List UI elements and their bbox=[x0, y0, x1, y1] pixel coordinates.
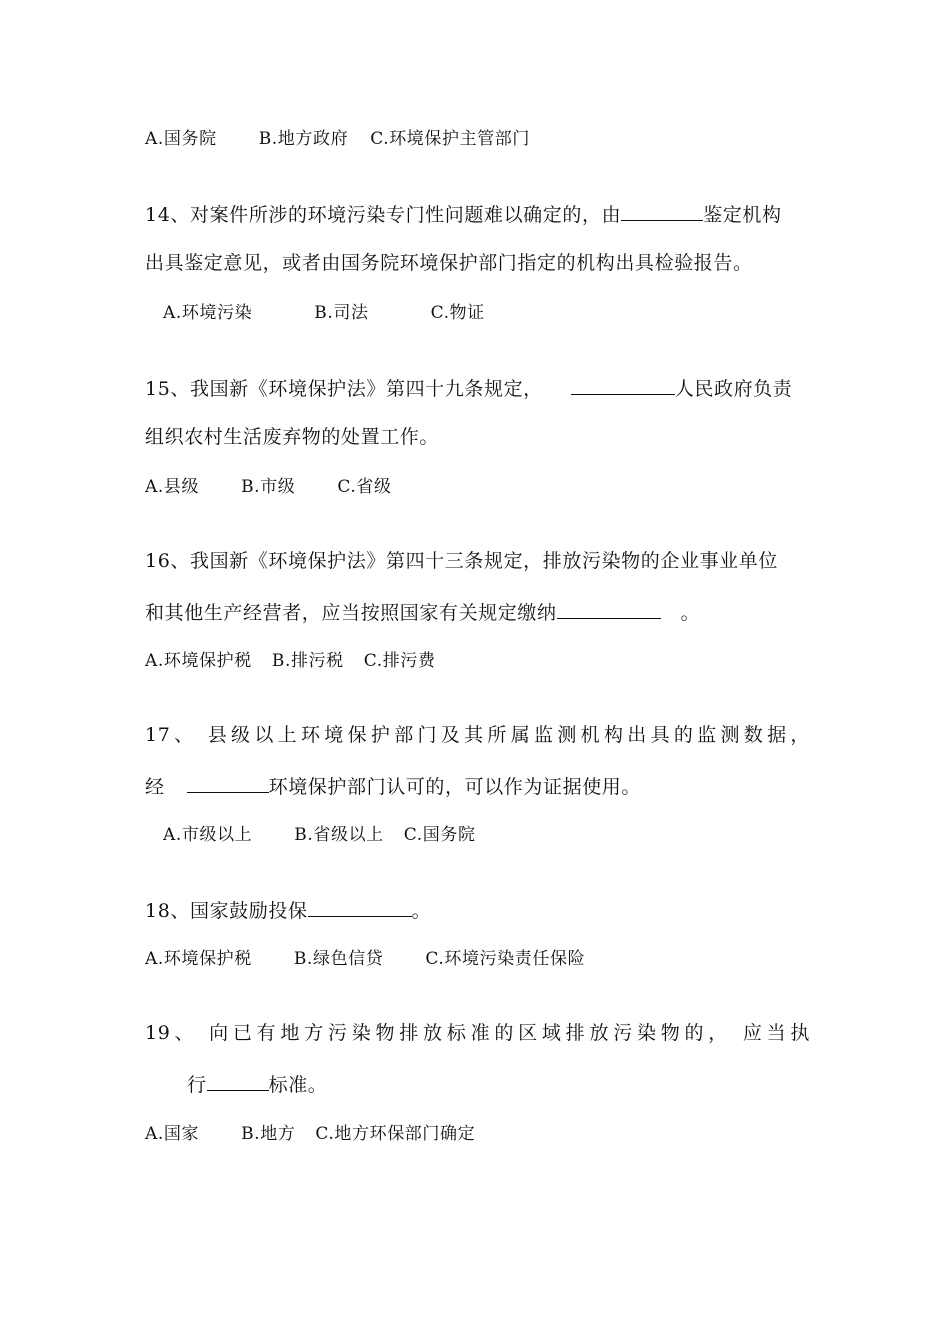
q15-options bbox=[145, 473, 810, 500]
q14-text-pre: 对案件所涉的环境污染专门性问题难以确定的，由 bbox=[189, 204, 622, 226]
q15-number: 15、 bbox=[145, 378, 190, 400]
q19-blank bbox=[207, 1070, 269, 1091]
q14-text-post: 鉴定机构 bbox=[703, 204, 782, 226]
q18-option-b: B.绿色信贷 bbox=[293, 949, 384, 969]
q17-number: 17、 bbox=[145, 724, 198, 746]
q14-number: 14、 bbox=[145, 204, 190, 226]
q18-blank bbox=[308, 896, 412, 917]
q15-option-b: B.市级 bbox=[241, 477, 296, 497]
q14-options bbox=[163, 299, 828, 326]
q17-text-pre: 经 bbox=[145, 776, 165, 798]
q16-number: 16、 bbox=[145, 550, 190, 572]
q13-option-c: C.环境保护主管部门 bbox=[370, 129, 530, 149]
q18-line1 bbox=[145, 896, 810, 924]
q16-line1 bbox=[145, 548, 810, 574]
q16-text-pre: 和其他生产经营者，应当按照国家有关规定缴纳 bbox=[145, 602, 557, 624]
q19-line1 bbox=[145, 1020, 810, 1046]
q15-blank bbox=[571, 374, 675, 395]
q18-number: 18、 bbox=[145, 900, 190, 922]
q16-option-c: C.排污费 bbox=[363, 651, 436, 671]
q16-option-b: B.排污税 bbox=[271, 651, 344, 671]
q18-text-pre: 国家鼓励投保 bbox=[189, 900, 308, 922]
q19-options bbox=[145, 1120, 810, 1147]
q13-option-b: B.地方政府 bbox=[258, 129, 349, 149]
q16-line2 bbox=[145, 598, 810, 626]
q16-option-a: A.环境保护税 bbox=[145, 651, 252, 671]
q15-option-a: A.县级 bbox=[145, 477, 200, 497]
q17-line1 bbox=[145, 722, 810, 748]
q17-blank bbox=[187, 772, 269, 793]
q19-option-b: B.地方 bbox=[241, 1124, 296, 1144]
q16-options bbox=[145, 647, 810, 674]
q18-option-c: C.环境污染责任保险 bbox=[425, 949, 586, 969]
q16-text: 我国新《环境保护法》第四十三条规定，排放污染物的企业事业单位 bbox=[189, 550, 778, 572]
q15-text-pre: 我国新《环境保护法》第四十九条规定， bbox=[189, 378, 543, 400]
q14-option-c: C.物证 bbox=[430, 303, 485, 323]
q19-text-tail: 应当执 bbox=[742, 1022, 811, 1044]
q16-blank bbox=[557, 598, 661, 619]
q18-option-a: A.环境保护税 bbox=[145, 949, 252, 969]
q17-option-a: A.市级以上 bbox=[163, 825, 253, 845]
q17-option-c: C.国务院 bbox=[403, 825, 476, 845]
q18-options bbox=[145, 945, 810, 972]
q19-text-pre: 行 bbox=[187, 1074, 207, 1096]
q19-option-c: C.地方环保部门确定 bbox=[315, 1124, 476, 1144]
q15-option-c: C.省级 bbox=[337, 477, 392, 497]
q19-line2 bbox=[187, 1070, 852, 1098]
q19-text: 向已有地方污染物排放标准的区域排放污染物的， bbox=[209, 1022, 733, 1044]
q13-option-a: A.国务院 bbox=[145, 129, 217, 149]
q14-line2: 出具鉴定意见，或者由国务院环境保护部门指定的机构出具检验报告。 bbox=[145, 252, 753, 274]
q14-line1 bbox=[145, 200, 810, 228]
q17-line2 bbox=[145, 772, 810, 800]
q18-text-post: 。 bbox=[411, 900, 432, 922]
q17-options bbox=[163, 821, 828, 848]
q17-text-post: 环境保护部门认可的，可以作为证据使用。 bbox=[268, 776, 642, 798]
q14-option-a: A.环境污染 bbox=[163, 303, 253, 323]
q15-text-post: 人民政府负责 bbox=[674, 378, 793, 400]
q16-text-post: 。 bbox=[680, 602, 701, 624]
q15-line1 bbox=[145, 374, 810, 402]
q19-text-post: 标准。 bbox=[268, 1074, 328, 1096]
q14-option-b: B.司法 bbox=[314, 303, 369, 323]
q15-line2: 组织农村生活废弃物的处置工作。 bbox=[145, 426, 440, 448]
q19-option-a: A.国家 bbox=[145, 1124, 200, 1144]
q19-number: 19、 bbox=[145, 1022, 199, 1044]
q17-option-b: B.省级以上 bbox=[294, 825, 384, 845]
q13-options bbox=[145, 125, 810, 152]
q14-blank bbox=[621, 200, 703, 221]
q17-text: 县级以上环境保护部门及其所属监测机构出具的监测数据， bbox=[207, 724, 810, 746]
